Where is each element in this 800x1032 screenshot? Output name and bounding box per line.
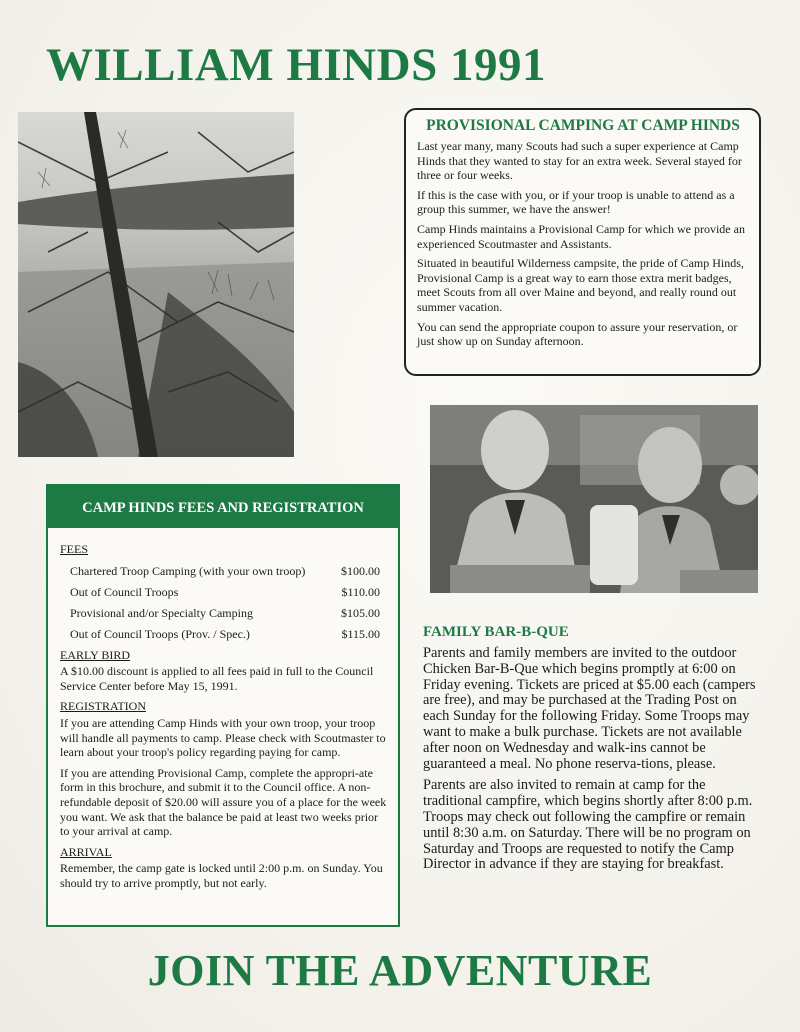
fee-name: Chartered Troop Camping (with your own troop) [70, 563, 306, 578]
provisional-camping-box [404, 108, 761, 376]
provisional-paragraph: Camp Hinds maintains a Provisional Camp for which we provide an experienced Scoutmaster and Assistants. [417, 221, 745, 251]
fee-price: $115.00 [341, 626, 380, 641]
table-row [60, 624, 388, 645]
registration-heading: REGISTRATION [60, 699, 146, 714]
fees-heading: FEES [60, 542, 89, 556]
bbq-section [423, 646, 763, 879]
fee-price: $110.00 [341, 584, 380, 599]
table-row [60, 603, 388, 624]
provisional-paragraph: If this is the case with you, or if your troop is unable to attend as a group this summer, we have the answer! [417, 187, 735, 217]
provisional-paragraph: Situated in beautiful Wilderness campsite, the pride of Camp Hinds, Provisional Camp is a great way to earn those extra merit badges, meet Scouts from all over Maine and beyond, and really round out summer vacation. [417, 256, 744, 314]
bbq-title: FAMILY BAR-B-QUE [423, 624, 569, 640]
fee-name: Out of Council Troops [70, 584, 179, 599]
fees-registration-box [46, 484, 400, 927]
provisional-paragraph: You can send the appropriate coupon to assure your reservation, or just show up on Sunday afternoon. [417, 319, 738, 349]
scouts-photo [430, 405, 758, 593]
table-row [60, 582, 388, 603]
early-bird-text: A $10.00 discount is applied to all fees paid in full to the Council Service Center before May 15, 1991. [60, 664, 374, 693]
fee-name: Out of Council Troops (Prov. / Spec.) [70, 626, 250, 641]
registration-paragraph: If you are attending Provisional Camp, complete the appropri-ate form in this brochure, and submit it to the Council office. A non-refundable deposit of $20.00 will assure you of a place for the week you want. We ask that the balance be paid at least two weeks prior to your arrival at camp. [60, 765, 387, 839]
early-bird-heading: EARLY BIRD [60, 647, 131, 662]
fees-body [48, 528, 398, 891]
provisional-paragraph: Last year many, many Scouts had such a super experience at Camp Hinds that they wanted to stay for an extra week. Several stayed for three or four weeks. [417, 139, 742, 183]
lake-photo [18, 112, 294, 457]
bbq-paragraph: Parents and family members are invited to the outdoor Chicken Bar-B-Que which begins promptly at 6:00 on Friday evening. Tickets are priced at $5.00 each (campers are free), and may be purchased at the Trading Post on each Sunday for the following Friday. Some Troops may want to make a bulk purchase. Tickets are not available after noon on Wednesday and walk-ins cannot be guaranteed a meal. No phone reserva-tions, please. [423, 645, 756, 772]
table-row [60, 561, 388, 582]
registration-paragraph: If you are attending Camp Hinds with your own troop, your troop will handle all payments to camp. Please check with Scoutmaster to learn about your troop's policy regarding paying for camp. [60, 715, 386, 760]
arrival-text: Remember, the camp gate is locked until 2:00 p.m. on Sunday. You should try to arrive promptly, but not early. [60, 861, 383, 890]
provisional-camping-title: PROVISIONAL CAMPING AT CAMP HINDS [426, 117, 740, 134]
fee-price: $105.00 [341, 605, 380, 620]
footer-title: JOIN THE ADVENTURE [147, 946, 653, 995]
fee-name: Provisional and/or Specialty Camping [70, 605, 253, 620]
fees-registration-title: CAMP HINDS FEES AND REGISTRATION [48, 486, 398, 528]
page-title: WILLIAM HINDS 1991 [46, 39, 546, 91]
bbq-paragraph: Parents are also invited to remain at camp for the traditional campfire, which begins shortly after 8:00 p.m. Troops may check out following the campfire or remain until 8:30 a.m. on Saturday. There will be no program on Saturday and Troops are requested to notify the Camp Director in advance if they are staying for breakfast. [423, 777, 753, 873]
fee-price: $100.00 [341, 563, 380, 578]
fee-table [60, 561, 388, 645]
arrival-heading: ARRIVAL [60, 844, 112, 859]
